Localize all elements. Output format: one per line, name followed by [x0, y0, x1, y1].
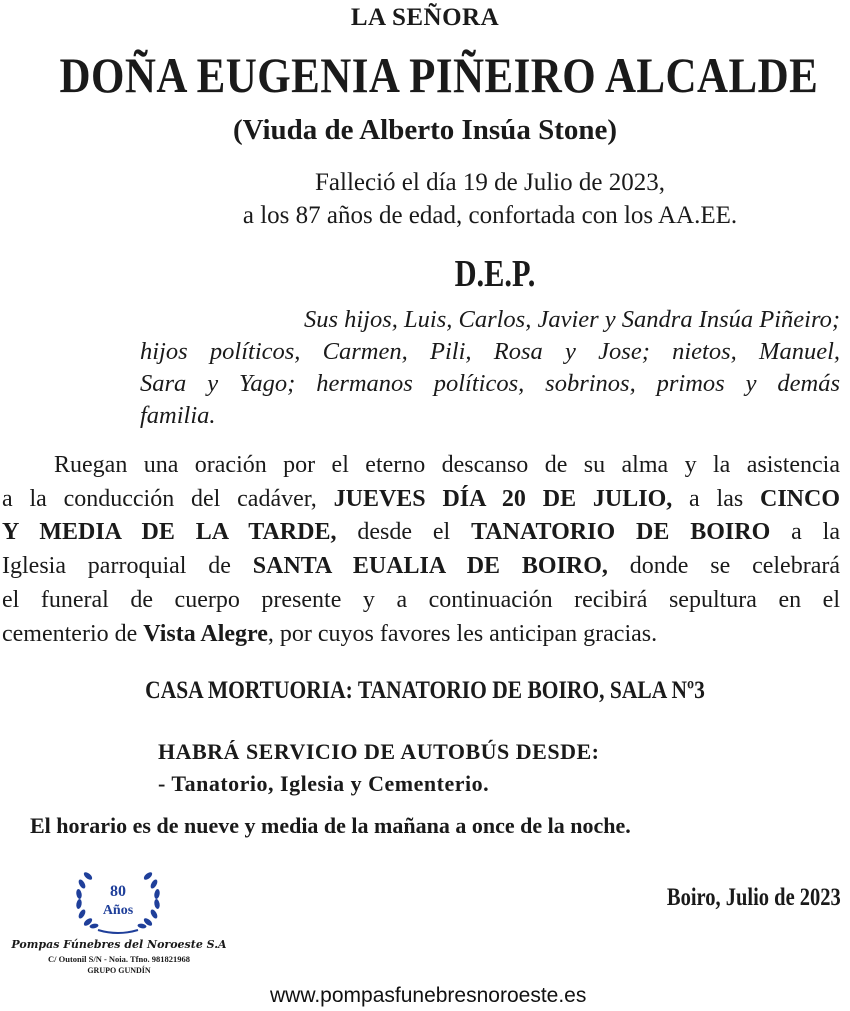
- logo-group: GRUPO GUNDÍN: [87, 966, 151, 975]
- deceased-name: DOÑA EUGENIA PIÑEIRO ALCALDE: [59, 47, 819, 103]
- dep-text: D.E.P.: [454, 253, 536, 295]
- logo-years-number: 80: [110, 883, 126, 900]
- family-line2: hijos políticos, Carmen, Pili, Rosa y Jose; nietos, Manuel,: [140, 338, 840, 365]
- death-notice-line1: Falleció el día 19 de Julio de 2023,: [315, 169, 665, 196]
- bus-service-title: HABRÁ SERVICIO DE AUTOBÚS DESDE:: [158, 739, 600, 764]
- laurel-wreath-icon: [68, 862, 168, 938]
- place-date: Boiro, Julio de 2023: [666, 884, 841, 911]
- request-line1: Ruegan una oración por el eterno descanso de su alma y la asistencia: [54, 452, 840, 478]
- bus-service: [158, 736, 599, 800]
- request-text: Iglesia parroquial de: [2, 553, 253, 580]
- funeral-request: [2, 449, 840, 651]
- request-text: a las: [672, 485, 760, 512]
- request-origin: TANATORIO DE BOIRO: [471, 519, 771, 546]
- logo-company-name: Pompas Fúnebres del Noroeste S.A: [11, 938, 227, 951]
- request-date: JUEVES DÍA 20 DE JULIO,: [333, 485, 673, 512]
- family-list: [140, 304, 840, 432]
- request-text: donde se celebrará: [607, 553, 840, 580]
- family-line1: Sus hijos, Luis, Carlos, Javier y Sandra Insúa Piñeiro;: [303, 306, 840, 333]
- request-line3: [2, 516, 840, 550]
- death-notice-line2: a los 87 años de edad, confortada con los AA.EE.: [242, 202, 738, 229]
- family-line3: Sara y Yago; hermanos políticos, sobrinos, primos y demás: [140, 370, 840, 397]
- request-text: desde el: [336, 519, 472, 546]
- website-link[interactable]: www.pompasfunebresnoroeste.es: [270, 984, 587, 1007]
- request-text: , por cuyos favores les anticipan gracias.: [267, 620, 658, 647]
- request-text: cementerio de: [2, 620, 144, 647]
- schedule: El horario es de nueve y media de la mañana a once de la noche.: [30, 813, 631, 838]
- logo-years-label: Años: [102, 903, 134, 918]
- bus-service-route: - Tanatorio, Iglesia y Cementerio.: [158, 771, 490, 796]
- request-time: CINCO: [760, 485, 841, 512]
- death-notice: [140, 166, 840, 232]
- request-line5: el funeral de cuerpo presente y a continuación recibirá sepultura en el: [2, 586, 840, 613]
- request-time: Y MEDIA DE LA TARDE,: [2, 519, 337, 546]
- request-text: a la conducción del cadáver,: [2, 485, 334, 512]
- mortuary-location: CASA MORTUORIA: TANATORIO DE BOIRO, SALA Nº3: [145, 677, 705, 704]
- request-cemetery: Vista Alegre: [143, 620, 268, 647]
- request-line6: [2, 618, 840, 652]
- company-logo: [8, 862, 230, 982]
- logo-address: C/ Outonil S/N - Noia. Tfno. 981821968: [47, 954, 190, 964]
- heading-la-senora: LA SEÑORA: [350, 4, 500, 31]
- family-line4: familia.: [140, 402, 216, 429]
- request-text: a la: [770, 519, 840, 546]
- request-line4: [2, 550, 840, 584]
- widow-of: (Viuda de Alberto Insúa Stone): [232, 114, 618, 146]
- request-church: SANTA EUALIA DE BOIRO,: [252, 553, 608, 580]
- request-line2: [2, 483, 840, 517]
